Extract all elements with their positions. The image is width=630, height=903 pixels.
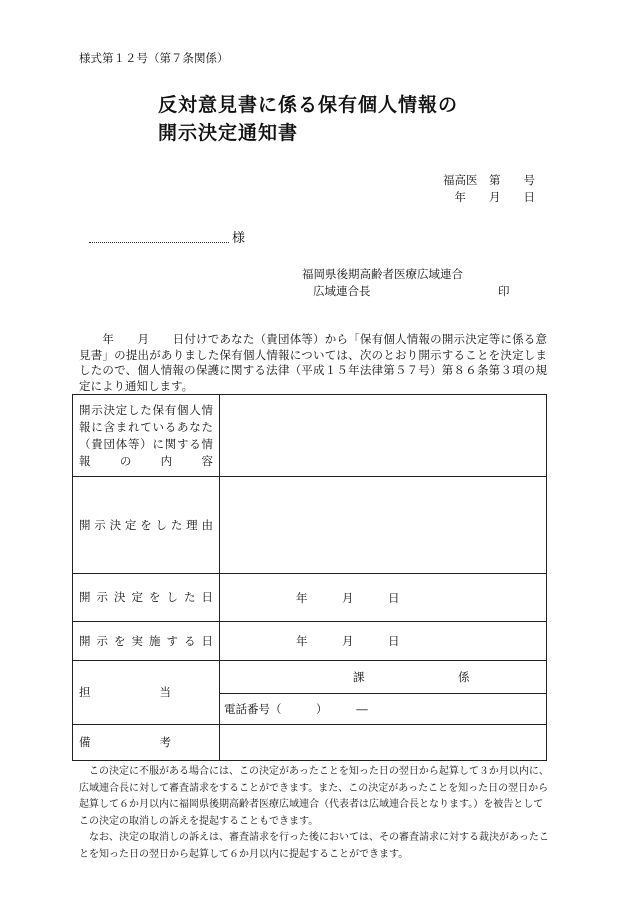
addressee-blank-line <box>89 234 229 243</box>
document-date: 年 月 日 <box>454 190 535 204</box>
document-number: 福高医 第 号 <box>443 173 535 187</box>
section-label: 課 <box>353 670 365 684</box>
label-info-content: 開示決定した保有個人情報に含まれているあなた（貴団体等）に関する情報の内容 <box>73 395 220 477</box>
table-row <box>73 395 547 477</box>
label-person-in-charge: 担 当 <box>73 661 220 725</box>
note-paragraph-lawsuit: なお、決定の取消しの訴えは、審査請求を行った後においては、その審査請求に対する裁決があったことを知った日の翌日から起算して６か月以内に提起することができます。 <box>79 832 549 860</box>
label-remarks: 備 考 <box>73 725 220 761</box>
table-row <box>73 477 547 574</box>
phone-line <box>220 694 546 724</box>
table-row <box>73 622 547 661</box>
document-title-line1: 反対意見書に係る保有個人情報の <box>158 94 459 116</box>
label-decision-reason: 開示決定をした理由 <box>73 477 220 574</box>
form-number: 様式第１２号（第７条関係） <box>79 51 229 65</box>
note-paragraph-appeal: この決定に不服がある場合には、この決定があったことを知った日の翌日から起算して３か月以内に、広域連合長に対して審査請求をすることができます。また、この決定があったことを知った日の翌日から起算して６か月以内に福岡県後期高齢者医療広域連合（代表者は広域連合長となります。）を被告としてこの決定の取消しの訴えを提起することもできます。 <box>79 766 549 827</box>
notice-body-text: 年 月 日付けであなた（貴団体等）から「保有個人情報の開示決定等に係る意見書」の提出がありました保有個人情報については、次のとおり開示することを決定しましたので、個人情報の保護に関する法律（平成１５年法律第５７号）第８６条第３項の規定により通知します。 <box>79 332 547 393</box>
addressee-suffix: 様 <box>232 231 246 246</box>
field-remarks <box>220 725 547 761</box>
field-implementation-date: 年 月 日 <box>220 622 547 661</box>
issuer-organization: 福岡県後期高齢者医療広域連合 <box>302 267 463 281</box>
label-decision-date: 開示決定をした日 <box>73 574 220 622</box>
notes-section <box>79 764 551 863</box>
table-row <box>73 661 547 725</box>
issuer-title: 広域連合長 <box>313 284 371 298</box>
table-row <box>73 725 547 761</box>
seal-mark: 印 <box>498 284 510 298</box>
label-implementation-date: 開示を実施する日 <box>73 622 220 661</box>
document-title-line2: 開示決定通知書 <box>158 122 299 144</box>
unit-label: 係 <box>458 670 470 684</box>
field-decision-date: 年 月 日 <box>220 574 547 622</box>
disclosure-info-table <box>72 394 547 761</box>
field-decision-reason <box>220 477 547 574</box>
field-info-content <box>220 395 547 477</box>
field-person-in-charge <box>220 661 547 725</box>
table-row <box>73 574 547 622</box>
phone-number-label: 電話番号（ ） ― <box>224 702 368 716</box>
section-unit-line <box>220 661 546 694</box>
